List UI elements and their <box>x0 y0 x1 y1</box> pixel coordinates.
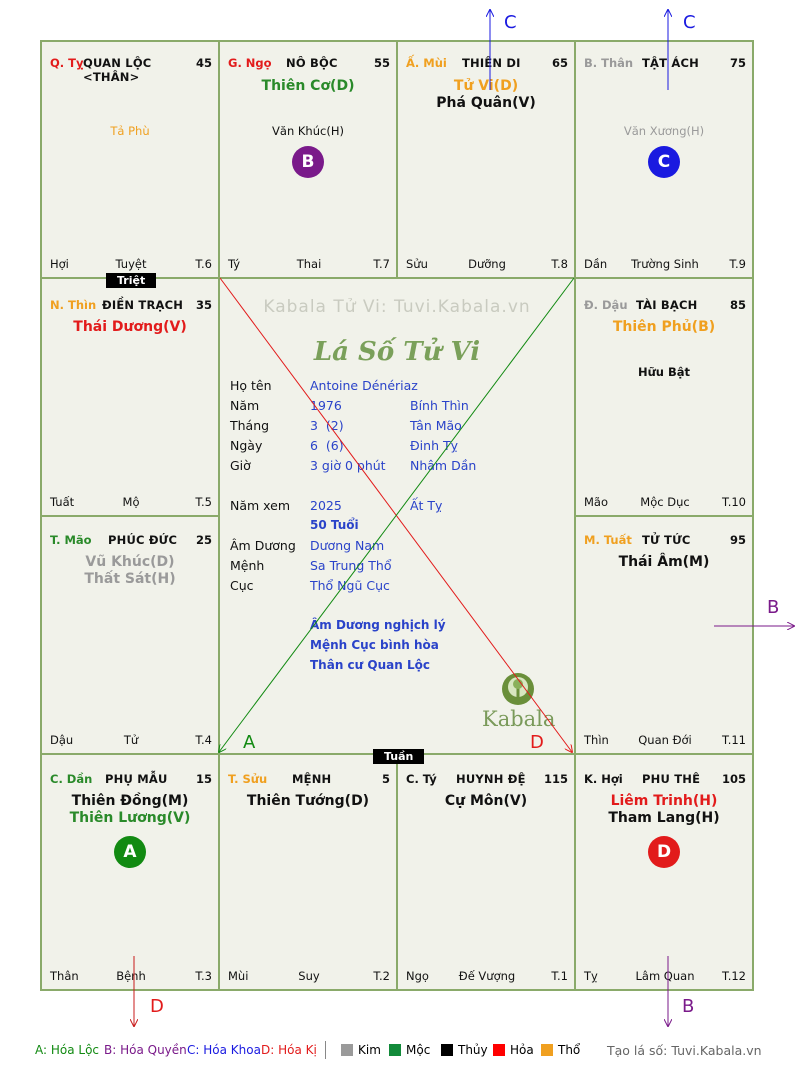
foot-right: T.12 <box>722 969 746 983</box>
value-nam-can: Bính Thìn <box>410 398 469 413</box>
legend-thuy: Thủy <box>441 1043 488 1057</box>
foot-left: Sửu <box>406 257 428 271</box>
foot-center: Đế Vượng <box>458 969 516 983</box>
value-am-duong: Dương Nam <box>310 538 385 553</box>
star-liem-trinh: Liêm Trinh(H) <box>610 793 718 809</box>
value-menh: Sa Trung Thổ <box>310 558 392 573</box>
foot-center: Dưỡng <box>468 257 506 271</box>
legend-site-link[interactable]: Tạo lá số: Tuvi.Kabala.vn <box>607 1043 762 1058</box>
value-thang-can: Tân Mão <box>410 418 462 433</box>
label-am-duong: Âm Dương <box>230 538 296 553</box>
palace-name: NÔ BỘC <box>286 56 338 70</box>
legend-tho: Thổ <box>541 1043 580 1057</box>
foot-right: T.4 <box>195 733 212 747</box>
foot-center: Suy <box>298 969 320 983</box>
foot-center: Tuyệt <box>115 257 147 271</box>
palace-name: QUAN LỘC <THÂN> <box>83 56 152 84</box>
foot-left: Mão <box>584 495 609 509</box>
khoa-letter-2: C <box>683 12 696 33</box>
foot-left: Dậu <box>50 733 74 747</box>
palace-age: 95 <box>729 533 746 547</box>
palace-age: 55 <box>373 56 390 70</box>
palace-name: PHỤ MẪU <box>105 772 168 786</box>
palace-age: 45 <box>195 56 212 70</box>
palace-name: TÀI BẠCH <box>636 298 698 312</box>
label-menh: Mệnh <box>230 558 265 573</box>
palace-age: 75 <box>729 56 746 70</box>
foot-left: Tuất <box>50 495 75 509</box>
quyen-letter-right: B <box>767 597 780 618</box>
branch-label: B. Thân <box>584 56 634 70</box>
branch-label: T. Sửu <box>228 772 268 786</box>
watermark-text: Kabala Tử Vi: Tuvi.Kabala.vn <box>263 297 531 317</box>
star-that-sat: Thất Sát(H) <box>84 571 176 587</box>
foot-right: T.7 <box>373 257 390 271</box>
palace-name: ĐIỀN TRẠCH <box>102 298 184 312</box>
legend-moc: Mộc <box>389 1043 430 1057</box>
star-thien-dong: Thiên Đồng(M) <box>71 793 189 809</box>
label-nam-xem: Năm xem <box>230 498 291 513</box>
foot-center: Mộc Dục <box>640 495 690 509</box>
branch-label: K. Hợi <box>584 772 623 786</box>
palace-name: PHU THÊ <box>642 772 701 786</box>
khoa-letter-1: C <box>504 12 517 33</box>
star-cu-mon: Cự Môn(V) <box>444 793 528 809</box>
legend-bar <box>0 1030 796 1070</box>
palace-name: MỆNH <box>292 772 332 786</box>
star-pha-quan: Phá Quân(V) <box>436 95 536 111</box>
foot-left: Thìn <box>584 733 609 747</box>
branch-label: T. Mão <box>50 533 92 547</box>
star-van-khuc: Văn Khúc(H) <box>272 124 344 138</box>
value-cuc: Thổ Ngũ Cục <box>310 578 390 593</box>
kabala-logo-text: Kabala <box>482 707 556 731</box>
foot-right: T.3 <box>195 969 212 983</box>
ki-letter-center: D <box>530 732 544 753</box>
label-cuc: Cục <box>230 578 254 593</box>
foot-center: Tử <box>123 733 139 747</box>
palace-name: THIÊN DI <box>462 56 521 70</box>
palace-name: TẬT ÁCH <box>642 56 699 70</box>
foot-center: Thai <box>296 257 322 271</box>
branch-label: Q. Tỵ <box>50 56 84 70</box>
branch-label: C. Tý <box>406 772 437 786</box>
hoa-loc-badge: A <box>114 836 146 868</box>
legend-hoa-loc: A: Hóa Lộc <box>35 1043 100 1057</box>
legend-divider <box>325 1041 326 1059</box>
branch-label: Đ. Dậu <box>584 298 628 312</box>
palace-age: 35 <box>195 298 212 312</box>
foot-center: Quan Đới <box>638 733 692 747</box>
palace-age: 15 <box>195 772 212 786</box>
legend-hoa: Hỏa <box>493 1043 534 1057</box>
legend-hoa-quyen: B: Hóa Quyền <box>104 1043 187 1057</box>
palace-name: HUYNH ĐỆ <box>456 772 526 786</box>
foot-center: Bệnh <box>116 969 146 983</box>
foot-right: T.9 <box>729 257 746 271</box>
note-menh-cuc: Mệnh Cục bình hòa <box>310 638 439 652</box>
palace-name: PHÚC ĐỨC <box>108 533 178 547</box>
palace-age: 65 <box>551 56 568 70</box>
star-thien-tuong: Thiên Tướng(D) <box>246 793 370 809</box>
hoa-ki-badge: D <box>648 836 680 868</box>
value-nam: 1976 <box>310 398 342 413</box>
tuan-marker: Tuần <box>373 749 424 764</box>
star-thai-duong: Thái Dương(V) <box>73 319 187 335</box>
star-vu-khuc: Vũ Khúc(D) <box>85 554 175 570</box>
value-nam-xem: 2025 <box>310 498 342 513</box>
foot-right: T.11 <box>722 733 746 747</box>
foot-right: T.6 <box>195 257 212 271</box>
value-thang: 3 (2) <box>310 418 344 433</box>
value-nam-xem-can: Ất Tỵ <box>410 498 443 513</box>
foot-right: T.1 <box>551 969 568 983</box>
star-thien-co: Thiên Cơ(D) <box>261 78 355 94</box>
palace-age: 105 <box>721 772 746 786</box>
branch-label: N. Thìn <box>50 298 97 312</box>
label-thang: Tháng <box>230 418 270 433</box>
value-ngay: 6 (6) <box>310 438 344 453</box>
star-thien-luong: Thiên Lương(V) <box>69 810 191 826</box>
value-gio: 3 giờ 0 phút <box>310 458 386 473</box>
label-ngay: Ngày <box>230 438 263 453</box>
foot-left: Ngọ <box>406 969 429 983</box>
legend-kim: Kim <box>341 1043 381 1057</box>
triet-marker: Triệt <box>106 273 156 288</box>
note-am-duong: Âm Dương nghịch lý <box>310 618 446 632</box>
star-thien-phu: Thiên Phủ(B) <box>612 319 716 335</box>
hoa-quyen-badge: B <box>292 146 324 178</box>
star-thai-am: Thái Âm(M) <box>618 554 710 570</box>
hoa-khoa-badge: C <box>648 146 680 178</box>
label-gio: Giờ <box>230 458 251 473</box>
star-van-xuong: Văn Xương(H) <box>623 124 705 138</box>
foot-right: T.2 <box>373 969 390 983</box>
foot-right: T.8 <box>551 257 568 271</box>
value-ngay-can: Đinh Tỵ <box>410 438 459 453</box>
chart-title: Lá Số Tử Vi <box>313 337 481 367</box>
foot-right: T.5 <box>195 495 212 509</box>
foot-left: Thân <box>50 969 79 983</box>
palace-age: 5 <box>381 772 390 786</box>
label-ho-ten: Họ tên <box>230 378 272 393</box>
star-huu-bat: Hữu Bật <box>637 365 691 379</box>
star-tham-lang: Tham Lang(H) <box>608 810 720 826</box>
foot-center: Mộ <box>122 495 140 509</box>
foot-left: Tỵ <box>584 969 598 983</box>
palace-name: TỬ TỨC <box>642 533 691 547</box>
ki-letter-bottom: D <box>150 996 164 1017</box>
foot-right: T.10 <box>722 495 746 509</box>
loc-letter-center: A <box>243 732 256 753</box>
foot-left: Hợi <box>50 257 69 271</box>
legend-hoa-ki: D: Hóa Kị <box>261 1043 317 1057</box>
foot-left: Dần <box>584 257 608 271</box>
branch-label: M. Tuất <box>584 533 632 547</box>
star-ta-phu: Tả Phù <box>110 124 150 138</box>
branch-label: G. Ngọ <box>228 56 272 70</box>
palace-age: 115 <box>543 772 568 786</box>
foot-center: Lâm Quan <box>635 969 695 983</box>
foot-left: Mùi <box>228 969 249 983</box>
quyen-letter-bottom: B <box>682 996 695 1017</box>
branch-label: C. Dần <box>50 772 93 786</box>
palace-age: 25 <box>195 533 212 547</box>
value-ho-ten: Antoine Dénériaz <box>310 378 418 393</box>
branch-label: Ấ. Mùi <box>406 56 447 70</box>
foot-left: Tý <box>228 257 241 271</box>
note-than-cu: Thân cư Quan Lộc <box>310 658 430 672</box>
foot-center: Trường Sinh <box>631 257 699 271</box>
value-tuoi: 50 Tuổi <box>310 518 359 532</box>
palace-age: 85 <box>729 298 746 312</box>
label-nam: Năm <box>230 398 260 413</box>
legend-hoa-khoa: C: Hóa Khoa <box>187 1043 261 1057</box>
value-gio-can: Nhâm Dần <box>410 458 477 473</box>
star-tu-vi: Tử Vi(D) <box>453 78 519 94</box>
